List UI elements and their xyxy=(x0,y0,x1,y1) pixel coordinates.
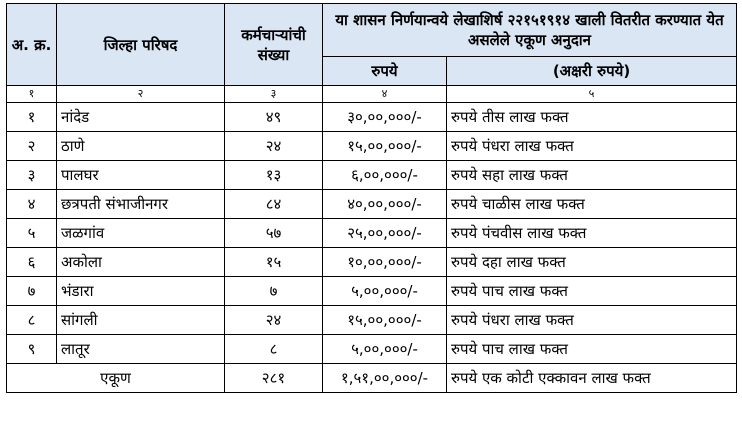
header-rupees-words: (अक्षरी रुपये) xyxy=(447,57,737,86)
total-amount: १,५१,००,०००/- xyxy=(323,364,447,393)
header-employee-count: कर्मचाऱ्यांची संख्या xyxy=(225,4,323,86)
sr-cell: ३ xyxy=(7,161,57,190)
table-row xyxy=(7,335,737,364)
amount-cell: १०,००,०००/- xyxy=(323,248,447,277)
words-cell: रुपये पंधरा लाख फक्त xyxy=(447,132,737,161)
header-rupees: रुपये xyxy=(323,57,447,86)
header-sr-no: अ. क्र. xyxy=(7,4,57,86)
table-row xyxy=(7,277,737,306)
column-number: ४ xyxy=(323,86,447,103)
table-row xyxy=(7,132,737,161)
table-row xyxy=(7,190,737,219)
district-cell: छत्रपती संभाजीनगर xyxy=(57,190,225,219)
district-cell: नांदेड xyxy=(57,103,225,132)
amount-cell: १५,००,०००/- xyxy=(323,132,447,161)
count-cell: ४९ xyxy=(225,103,323,132)
count-cell: ८४ xyxy=(225,190,323,219)
amount-cell: ४०,००,०००/- xyxy=(323,190,447,219)
table-row xyxy=(7,248,737,277)
amount-cell: ६,००,०००/- xyxy=(323,161,447,190)
count-cell: ८ xyxy=(225,335,323,364)
district-cell: लातूर xyxy=(57,335,225,364)
sr-cell: ६ xyxy=(7,248,57,277)
total-label: एकूण xyxy=(7,364,225,393)
amount-cell: ५,००,०००/- xyxy=(323,335,447,364)
district-cell: अकोला xyxy=(57,248,225,277)
sr-cell: १ xyxy=(7,103,57,132)
words-cell: रुपये सहा लाख फक्त xyxy=(447,161,737,190)
count-cell: २४ xyxy=(225,132,323,161)
district-cell: पालघर xyxy=(57,161,225,190)
table-row xyxy=(7,161,737,190)
district-cell: जळगांव xyxy=(57,219,225,248)
count-cell: ५७ xyxy=(225,219,323,248)
words-cell: रुपये पाच लाख फक्त xyxy=(447,335,737,364)
sr-cell: २ xyxy=(7,132,57,161)
words-cell: रुपये तीस लाख फक्त xyxy=(447,103,737,132)
count-cell: २४ xyxy=(225,306,323,335)
header-district-council: जिल्हा परिषद xyxy=(57,4,225,86)
district-cell: भंडारा xyxy=(57,277,225,306)
grant-table-container xyxy=(6,3,737,393)
table-row xyxy=(7,103,737,132)
words-cell: रुपये चाळीस लाख फक्त xyxy=(447,190,737,219)
district-cell: सांगली xyxy=(57,306,225,335)
words-cell: रुपये पंधरा लाख फक्त xyxy=(447,306,737,335)
amount-cell: ५,००,०००/- xyxy=(323,277,447,306)
count-cell: १५ xyxy=(225,248,323,277)
total-count: २८१ xyxy=(225,364,323,393)
column-number-row xyxy=(7,86,737,103)
sr-cell: ८ xyxy=(7,306,57,335)
total-words: रुपये एक कोटी एक्कावन लाख फक्त xyxy=(447,364,737,393)
column-number: ३ xyxy=(225,86,323,103)
grant-distribution-table xyxy=(6,3,737,393)
sr-cell: ९ xyxy=(7,335,57,364)
district-cell: ठाणे xyxy=(57,132,225,161)
count-cell: ७ xyxy=(225,277,323,306)
table-row xyxy=(7,306,737,335)
column-number: २ xyxy=(57,86,225,103)
sr-cell: ५ xyxy=(7,219,57,248)
amount-cell: ३०,००,०००/- xyxy=(323,103,447,132)
header-grant-heading: या शासन निर्णयान्वये लेखाशिर्ष २२१५१९१४ खाली वितरीत करण्यात येत असलेले एकूण अनुदान xyxy=(323,4,737,57)
total-row xyxy=(7,364,737,393)
amount-cell: १५,००,०००/- xyxy=(323,306,447,335)
table-row xyxy=(7,219,737,248)
words-cell: रुपये पंचवीस लाख फक्त xyxy=(447,219,737,248)
count-cell: १३ xyxy=(225,161,323,190)
column-number: ५ xyxy=(447,86,737,103)
sr-cell: ७ xyxy=(7,277,57,306)
words-cell: रुपये पाच लाख फक्त xyxy=(447,277,737,306)
words-cell: रुपये दहा लाख फक्त xyxy=(447,248,737,277)
sr-cell: ४ xyxy=(7,190,57,219)
column-number: १ xyxy=(7,86,57,103)
amount-cell: २५,००,०००/- xyxy=(323,219,447,248)
